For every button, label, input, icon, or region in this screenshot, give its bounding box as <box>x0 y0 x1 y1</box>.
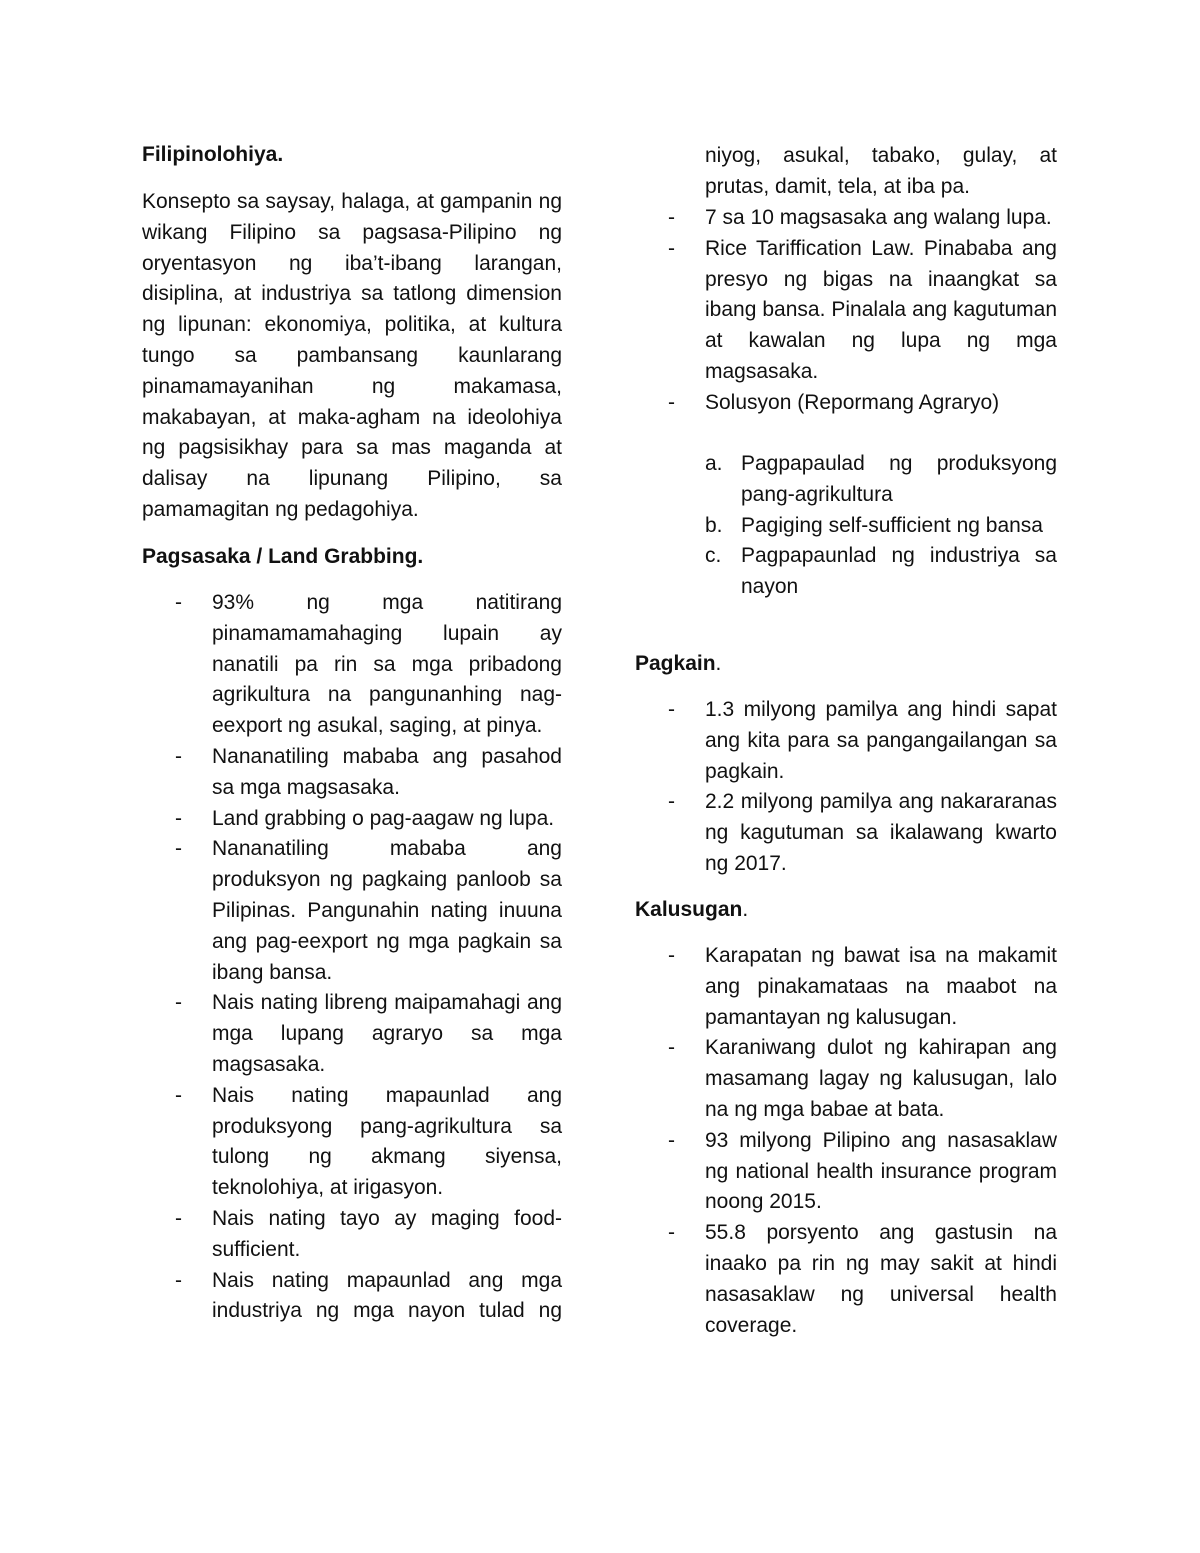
list-item: - Karaniwang dulot ng kahirapan ang masamang lagay ng kalusugan, lalo na ng mga babae at bata. <box>635 1033 1057 1125</box>
list-item: - Nais nating libreng maipamahagi ang mga lupang agraryo sa mga magsasaka. <box>142 988 562 1080</box>
sublist-marker: a. <box>705 452 723 475</box>
sublist-item: c. Pagpapaunlad ng industriya sa nayon <box>635 541 1057 603</box>
list-item: - 93% ng mga natitirang pinamamamahaging lupain ay nanatili pa rin sa mga pribadong agrikultura na pangunanhing nag-eexport ng asukal, saging, at pinya. <box>142 588 562 742</box>
dash-bullet: - <box>668 1036 675 1060</box>
kalusugan-list <box>635 941 1057 1341</box>
list-item: - Karapatan ng bawat isa na makamit ang pinakamataas na maabot na pamantayan ng kalusugan. <box>635 941 1057 1033</box>
dash-bullet: - <box>668 390 675 414</box>
solusyon-sublist <box>635 449 1057 603</box>
list-item: - 1.3 milyong pamilya ang hindi sapat ang kita para sa pangangailangan sa pagkain. <box>635 695 1057 787</box>
page-title: Filipinolohiya. <box>142 143 284 166</box>
sublist-item: a. Pagpapaulad ng produksyong pang-agrikultura <box>635 449 1057 511</box>
continuation-text: niyog, asukal, tabako, gulay, at prutas, damit, tela, at iba pa. <box>705 144 1057 198</box>
dash-bullet: - <box>668 206 675 229</box>
sublist-marker: c. <box>705 544 722 568</box>
dash-bullet: - <box>175 1083 182 1107</box>
intro-paragraph: Konsepto sa saysay, halaga, at gampanin ng wikang Filipino sa pagsasa-Pilipino ng oryentasyon ng iba’t-ibang larangan, disiplina, at industriya sa tatlong dimension ng lipunan: ekonomiya, politika, at kultura tungo sa pambansang kaunlarang pinamamayanihan ng makamasa, makabayan, at maka-agham na ideolohiya ng pagsisikhay para sa mas maganda at dalisay na lipunang Pilipino, sa pamamagitan ng pedagohiya. <box>142 190 562 521</box>
list-item: - Nananatiling mababa ang pasahod sa mga magsasaka. <box>142 742 562 804</box>
pagkain-list <box>635 695 1057 880</box>
dash-bullet: - <box>175 991 182 1015</box>
list-item: - 55.8 porsyento ang gastusin na inaako pa rin ng may sakit at hindi nasasaklaw ng universal health coverage. <box>635 1218 1057 1341</box>
dash-bullet: - <box>668 1128 675 1152</box>
list-item: - Solusyon (Repormang Agraryo) <box>635 388 1057 419</box>
list-item: - 7 sa 10 magsasaka ang walang lupa. <box>635 203 1057 234</box>
dash-bullet: - <box>668 1221 675 1245</box>
dash-bullet: - <box>668 698 675 721</box>
pagsasaka-list-continued <box>635 203 1057 419</box>
section-title-pagsasaka: Pagsasaka / Land Grabbing. <box>142 545 424 568</box>
list-item: - 93 milyong Pilipino ang nasasaklaw ng national health insurance program noong 2015. <box>635 1126 1057 1218</box>
dash-bullet: - <box>668 790 675 814</box>
pagsasaka-list <box>142 588 562 1327</box>
sublist-marker: b. <box>705 513 723 537</box>
dash-bullet: - <box>668 236 675 260</box>
list-item: - Nais nating mapaunlad ang mga industriya ng mga nayon tulad ng <box>142 1266 562 1328</box>
list-item: - Nais nating tayo ay maging food-sufficient. <box>142 1204 562 1266</box>
section-title-kalusugan: Kalusugan. <box>635 898 749 921</box>
dash-bullet: - <box>175 837 182 861</box>
list-item: - Rice Tariffication Law. Pinababa ang presyo ng bigas na inaangkat sa ibang bansa. Pinalala ang kagutuman at kawalan ng lupa ng mga magsasaka. <box>635 234 1057 388</box>
dash-bullet: - <box>175 744 182 768</box>
dash-bullet: - <box>175 1206 182 1230</box>
dash-bullet: - <box>175 1268 182 1292</box>
dash-bullet: - <box>175 591 182 614</box>
list-item: - Nananatiling mababa ang produksyon ng pagkaing panloob sa Pilipinas. Pangunahin nating inuuna ang pag-eexport ng mga pagkain sa ibang bansa. <box>142 834 562 988</box>
section-title-pagkain: Pagkain. <box>635 652 722 675</box>
list-item: - 2.2 milyong pamilya ang nakararanas ng kagutuman sa ikalawang kwarto ng 2017. <box>635 787 1057 879</box>
dash-bullet: - <box>175 806 182 830</box>
list-item: - Land grabbing o pag-aagaw ng lupa. <box>142 804 562 835</box>
list-item: - Nais nating mapaunlad ang produksyong pang-agrikultura sa tulong ng akmang siyensa, teknolohiya, at irigasyon. <box>142 1081 562 1204</box>
dash-bullet: - <box>668 944 675 967</box>
sublist-item: b. Pagiging self-sufficient ng bansa <box>635 511 1057 542</box>
